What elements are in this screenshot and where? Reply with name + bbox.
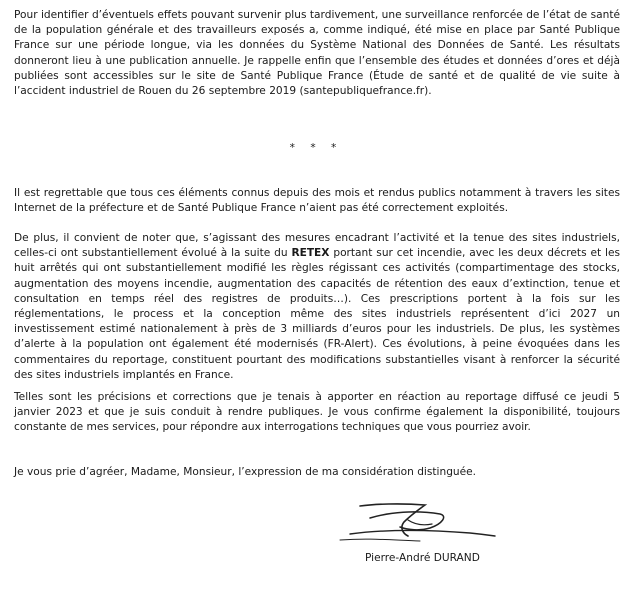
paragraph-surveillance: Pour identifier d’éventuels effets pouvant survenir plus tardivement, une surveillance renforcée de l’état de santé de la population générale et des travailleurs exposés a, comme indiqué, été mise en place par Santé Publique France sur une période longue, via les données du Système National des Données de Santé. Les résultats donneront lieu à une publication annuelle. Je rappelle enfin que l’ensemble des études et données d’ores et déjà publiées sont accessibles sur le site de Santé Publique France (Étude de santé et de qualité de vie suite à l’accident industriel de Rouen du 26 septembre 2019 (santepubliquefrance.fr). xyxy=(14,9,620,98)
paragraph-measures-part-1: De plus, il convient de noter que, s’agissant des mesures encadrant l’activité et la tenue des sites industriels, celles-ci ont substantiellement évolué à la suite du xyxy=(14,232,620,260)
handwritten-signature xyxy=(330,500,500,550)
signer-name: Pierre-André DURAND xyxy=(365,552,480,564)
paragraph-measures-part-2: portant sur cet incendie, avec les deux décrets et les huit arrêtés qui ont substantiellement modifié les règles régissant ces activités (compartimentage des stocks, augmentation des moyens incendie, augmentation des capacités de rétention des eaux d’extinction, tenue et consultation en temps réel des registres de produits…). Ces prescriptions portent à la fois sur les réglementations, le process et la conception même des sites industriels représentent d’ici 2027 un investissement estimé nationalement à près de 3 milliards d’euros pour les industriels. De plus, les systèmes d’alerte à la population ont également été modernisés (FR-Alert). Ces évolutions, à peine évoquées dans les commentaires du reportage, constituent pourtant des modifications substantielles visant à renforcer la sécurité des sites industriels implantés en France. xyxy=(14,247,620,381)
paragraph-regret: Il est regrettable que tous ces éléments connus depuis des mois et rendus publics notamment à travers les sites Internet de la préfecture et de Santé Publique France n’aient pas été correctement exploités. xyxy=(14,187,620,215)
paragraph-measures xyxy=(14,231,620,383)
section-separator: * * * xyxy=(289,142,343,154)
retex-term: RETEX xyxy=(291,247,330,260)
paragraph-corrections: Telles sont les précisions et corrections que je tenais à apporter en réaction au reportage diffusé ce jeudi 5 janvier 2023 et que je suis conduit à rendre publiques. Je vous confirme également la disponibilité, toujours constante de mes services, pour répondre aux interrogations techniques que vous pourriez avoir. xyxy=(14,391,620,434)
closing-formula: Je vous prie d’agréer, Madame, Monsieur, l’expression de ma considération distinguée. xyxy=(14,466,477,478)
